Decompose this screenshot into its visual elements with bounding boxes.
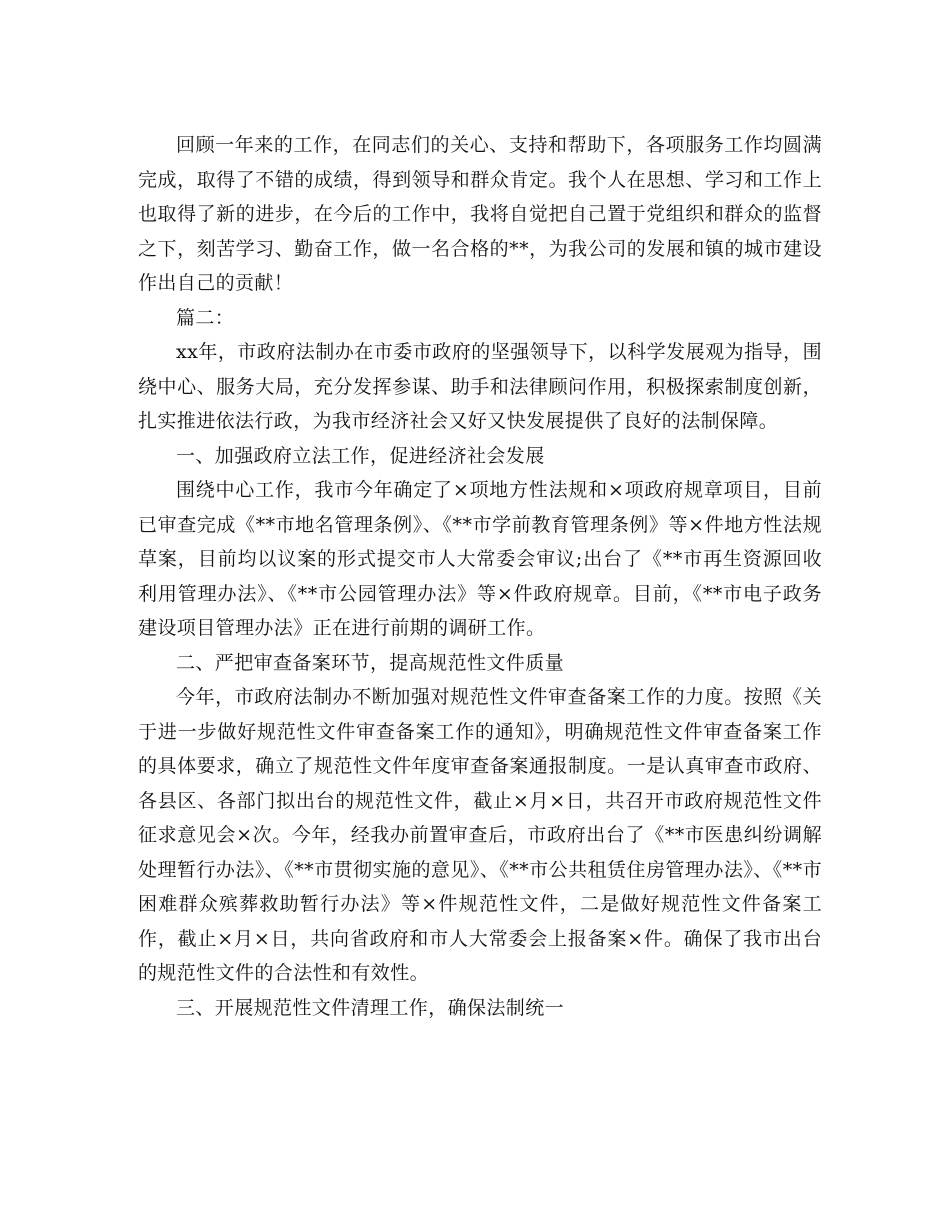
- section-heading-3: 三、开展规范性文件清理工作，确保法制统一: [176, 996, 565, 1019]
- document-body: [138, 128, 822, 1025]
- paragraph-review-filing: 今年，市政府法制办不断加强对规范性文件审查备案工作的力度。按照《关于进一步做好规范性文件审查备案工作的通知》，明确规范性文件审查备案工作的具体要求，确立了规范性文件年度审查备案通报制度。一是认真审查市政府、各县区、各部门拟出台的规范性文件，截止×月×日，共召开市政府规范性文件征求意见会×次。今年，经我办前置审查后，市政府出台了《**市医患纠纷调解处理暂行办法》、《**市贯彻实施的意见》、《**市公共租赁住房管理办法》、《**市困难群众殡葬救助暂行办法》等×件规范性文件，二是做好规范性文件备案工作，截止×月×日，共向省政府和市人大常委会上报备案×件。确保了我市出台的规范性文件的合法性和有效性。: [138, 686, 822, 984]
- paragraph-summary: 回顾一年来的工作，在同志们的关心、支持和帮助下，各项服务工作均圆满完成，取得了不错的成绩，得到领导和群众肯定。我个人在思想、学习和工作上也取得了新的进步，在今后的工作中，我将自觉把自己置于党组织和群众的监督之下，刻苦学习、勤奋工作，做一名合格的**，为我公司的发展和镇的城市建设作出自己的贡献！: [138, 134, 822, 294]
- paragraph-legislation: 围绕中心工作，我市今年确定了×项地方性法规和×项政府规章项目，目前已审查完成《**市地名管理条例》、《**市学前教育管理条例》等×件地方性法规草案，目前均以议案的形式提交市人大常委会审议;出台了《**市再生资源回收利用管理办法》、《**市公园管理办法》等×件政府规章。目前，《**市电子政务建设项目管理办法》正在进行前期的调研工作。: [138, 479, 822, 639]
- section-heading-1: 一、加强政府立法工作，促进经济社会发展: [176, 444, 545, 467]
- paragraph-intro: xx年，市政府法制办在市委市政府的坚强领导下，以科学发展观为指导，围绕中心、服务大局，充分发挥参谋、助手和法律顾问作用，积极探索制度创新，扎实推进依法行政，为我市经济社会又好又快发展提供了良好的法制保障。: [138, 341, 822, 432]
- section-heading-2: 二、严把审查备案环节，提高规范性文件质量: [176, 651, 565, 674]
- section-heading-part-two: 篇二：: [176, 306, 235, 329]
